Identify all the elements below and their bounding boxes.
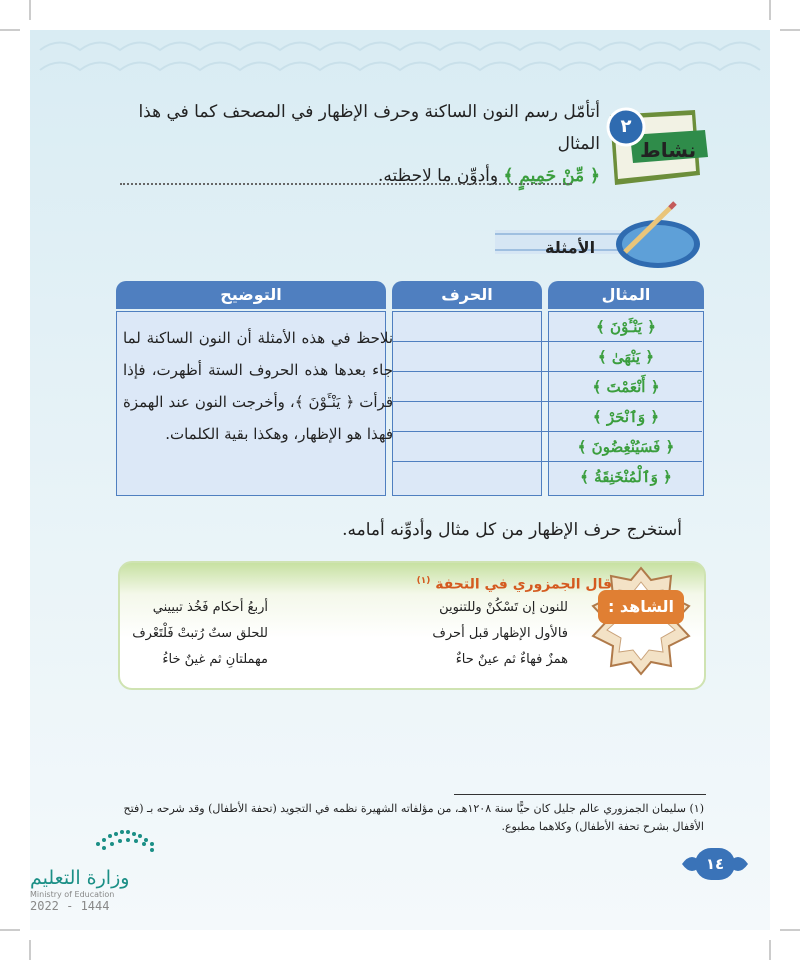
letter-answer-cell[interactable] [396, 346, 536, 370]
example-cell: ﴿ يَنْـَٔوْنَ ﴾ [596, 318, 656, 336]
ministry-name-ar: وزارة التعليم [30, 867, 130, 889]
instruction-line-1: أتأمّل رسم النون الساكنة وحرف الإظهار في المصحف كما في هذا المثال [138, 102, 600, 154]
poem-hemistich-left: أربعُ أحكام فَخُذ تبييني [152, 600, 268, 615]
examples-banner-icon [495, 200, 705, 272]
instruction-continuation: وأدوِّن ما لاحظته. [377, 166, 499, 186]
example-cell: ﴿ وَٱنْحَرْ ﴾ [592, 408, 660, 426]
letter-answer-cell[interactable] [396, 316, 536, 340]
footnote-text: (١) سليمان الجمزوري عالم جليل كان حيًّا سنة ١٢٠٨هـ، من مؤلفاته الشهيرة نظمه في التجويد (تحفة الأطفال) وقد شرحه بـ (فتح الأقفال بشرح تحفة الأطفال) وكلاهما مطبوع. [123, 802, 704, 833]
example-cell: ﴿ فَسَيُنْغِضُونَ ﴾ [577, 438, 675, 456]
explanation-text: نلاحظ في هذه الأمثلة أن النون الساكنة لما جاء بعدها هذه الحروف الستة أظهرت، فإذا قرأت ﴿ يَنْـَٔوْنَ ﴾، وأخرجت النون عند الهمزة فهذا هو الإظهار، وهكذا بقية الكلمات. [123, 329, 393, 443]
examples-title: الأمثلة [545, 238, 596, 257]
poem-hemistich-right: للنون إن تَسْكُنْ وللتنوين [439, 600, 568, 615]
example-cell: ﴿ أَنْعَمْتَ ﴾ [592, 378, 660, 396]
header-example: المثال [548, 281, 704, 309]
activity-label: نشاط [640, 138, 697, 162]
poem-title [417, 576, 612, 593]
poem-hemistich-right: همزٌ فهاءٌ ثم عينٌ حاءٌ [455, 652, 568, 667]
letter-answer-cell[interactable] [396, 376, 536, 400]
ministry-name-en: Ministry of Education [30, 890, 115, 899]
header-letter: الحرف [392, 281, 542, 309]
poem-hemistich-left: مهملتانِ ثم غينٌ خاءُ [162, 652, 268, 667]
example-cell: ﴿ يَنْهَىٰ ﴾ [597, 348, 655, 366]
header-explanation: التوضيح [116, 281, 386, 309]
poem-hemistich-right: فالأول الإظهار قبل أحرف [432, 626, 568, 641]
ministry-logo-icon [92, 824, 162, 858]
footnote-reference[interactable]: (١) [416, 576, 431, 586]
activity-instruction [120, 96, 600, 192]
task-instruction: أستخرج حرف الإظهار من كل مثال وأدوِّنه أمامه. [342, 520, 682, 540]
footnote-divider [454, 794, 706, 795]
example-phrase: ﴿ مِّنْ حَمِيمٍ ﴾ [503, 166, 600, 186]
letter-answer-cell[interactable] [396, 406, 536, 430]
edition-year: 2022 - 1444 [30, 899, 110, 913]
poem-title-text: قال الجمزوري في التحفة [435, 576, 612, 593]
instruction-line-2 [120, 160, 600, 192]
activity-number: ٢ [620, 116, 632, 137]
letter-answer-cell[interactable] [396, 436, 536, 460]
shahid-badge: الشاهد : [598, 590, 684, 624]
poem-hemistich-left: للحلق ستٌ رُتبتْ فَلْتَعْرف [132, 626, 268, 641]
answer-dotted-line[interactable] [120, 183, 572, 185]
example-cell: ﴿ وَٱلْمُنْخَنِقَةُ ﴾ [580, 468, 672, 486]
page-number: ١٤ [695, 848, 735, 880]
letter-answer-cell[interactable] [396, 466, 536, 490]
